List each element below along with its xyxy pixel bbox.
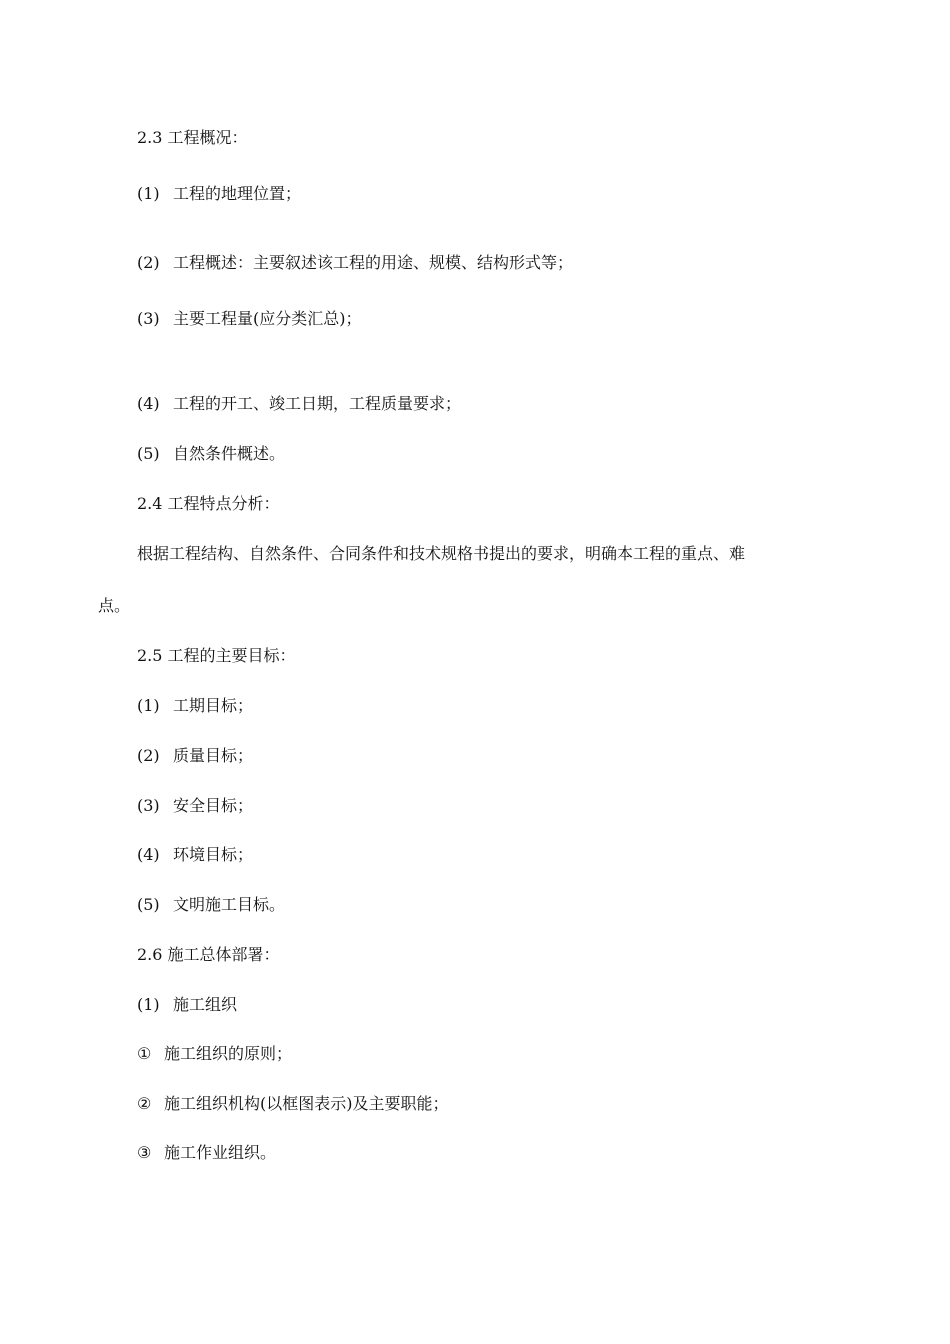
- list-item: [137, 183, 301, 205]
- section-2-4-heading: 2.4 工程特点分析：: [137, 494, 280, 513]
- list-item-text: 文明施工目标。: [173, 895, 286, 914]
- section-2-4-paragraph-line-2: 点。: [98, 596, 131, 615]
- list-item-number: (5): [137, 895, 160, 914]
- list-item-number: (1): [137, 995, 160, 1014]
- list-item-text: 环境目标；: [173, 845, 254, 864]
- list-item-text: 自然条件概述。: [173, 444, 286, 463]
- list-item-number: (1): [137, 696, 160, 715]
- list-item: [137, 745, 253, 767]
- section-2-5-heading: 2.5 工程的主要目标：: [137, 646, 296, 665]
- list-item: [137, 695, 253, 717]
- list-item-text: 施工组织: [173, 995, 238, 1014]
- sub-list-item-text: 施工作业组织。: [164, 1143, 277, 1162]
- circled-number: ①: [137, 1044, 152, 1063]
- list-item-number: (2): [137, 746, 160, 765]
- sub-list-item-text: 施工组织的原则；: [164, 1044, 293, 1063]
- sub-list-item-text: 施工组织机构(以框图表示)及主要职能；: [164, 1094, 449, 1113]
- list-item: [137, 308, 362, 330]
- list-item: [137, 443, 285, 465]
- section-2-6-heading: 2.6 施工总体部署：: [137, 945, 280, 964]
- list-item-number: (4): [137, 845, 160, 864]
- circled-number: ②: [137, 1094, 152, 1113]
- list-item-number: (2): [137, 253, 160, 272]
- list-item-text: 安全目标；: [173, 796, 254, 815]
- list-item-text: 工期目标；: [173, 696, 254, 715]
- list-item-text: 质量目标；: [173, 746, 254, 765]
- list-item-number: (3): [137, 309, 160, 328]
- circled-number: ③: [137, 1143, 152, 1162]
- sub-list-item: [137, 1142, 276, 1164]
- list-item-number: (1): [137, 184, 160, 203]
- list-item: [137, 994, 237, 1016]
- sub-list-item: [137, 1093, 449, 1115]
- list-item-number: (3): [137, 796, 160, 815]
- list-item-number: (4): [137, 394, 160, 413]
- list-item: [137, 252, 573, 274]
- sub-list-item: [137, 1043, 292, 1065]
- section-2-3-heading: 2.3 工程概况：: [137, 128, 248, 147]
- list-item: [137, 795, 253, 817]
- list-item-text: 工程的开工、竣工日期，工程质量要求；: [173, 394, 462, 413]
- list-item: [137, 894, 285, 916]
- section-2-4-paragraph-line-1: 根据工程结构、自然条件、合同条件和技术规格书提出的要求，明确本工程的重点、难: [137, 544, 746, 563]
- list-item-text: 工程的地理位置；: [173, 184, 302, 203]
- list-item-text: 工程概述：主要叙述该工程的用途、规模、结构形式等；: [173, 253, 574, 272]
- list-item: [137, 844, 253, 866]
- list-item: [137, 393, 461, 415]
- list-item-number: (5): [137, 444, 160, 463]
- list-item-text: 主要工程量(应分类汇总)；: [173, 309, 362, 328]
